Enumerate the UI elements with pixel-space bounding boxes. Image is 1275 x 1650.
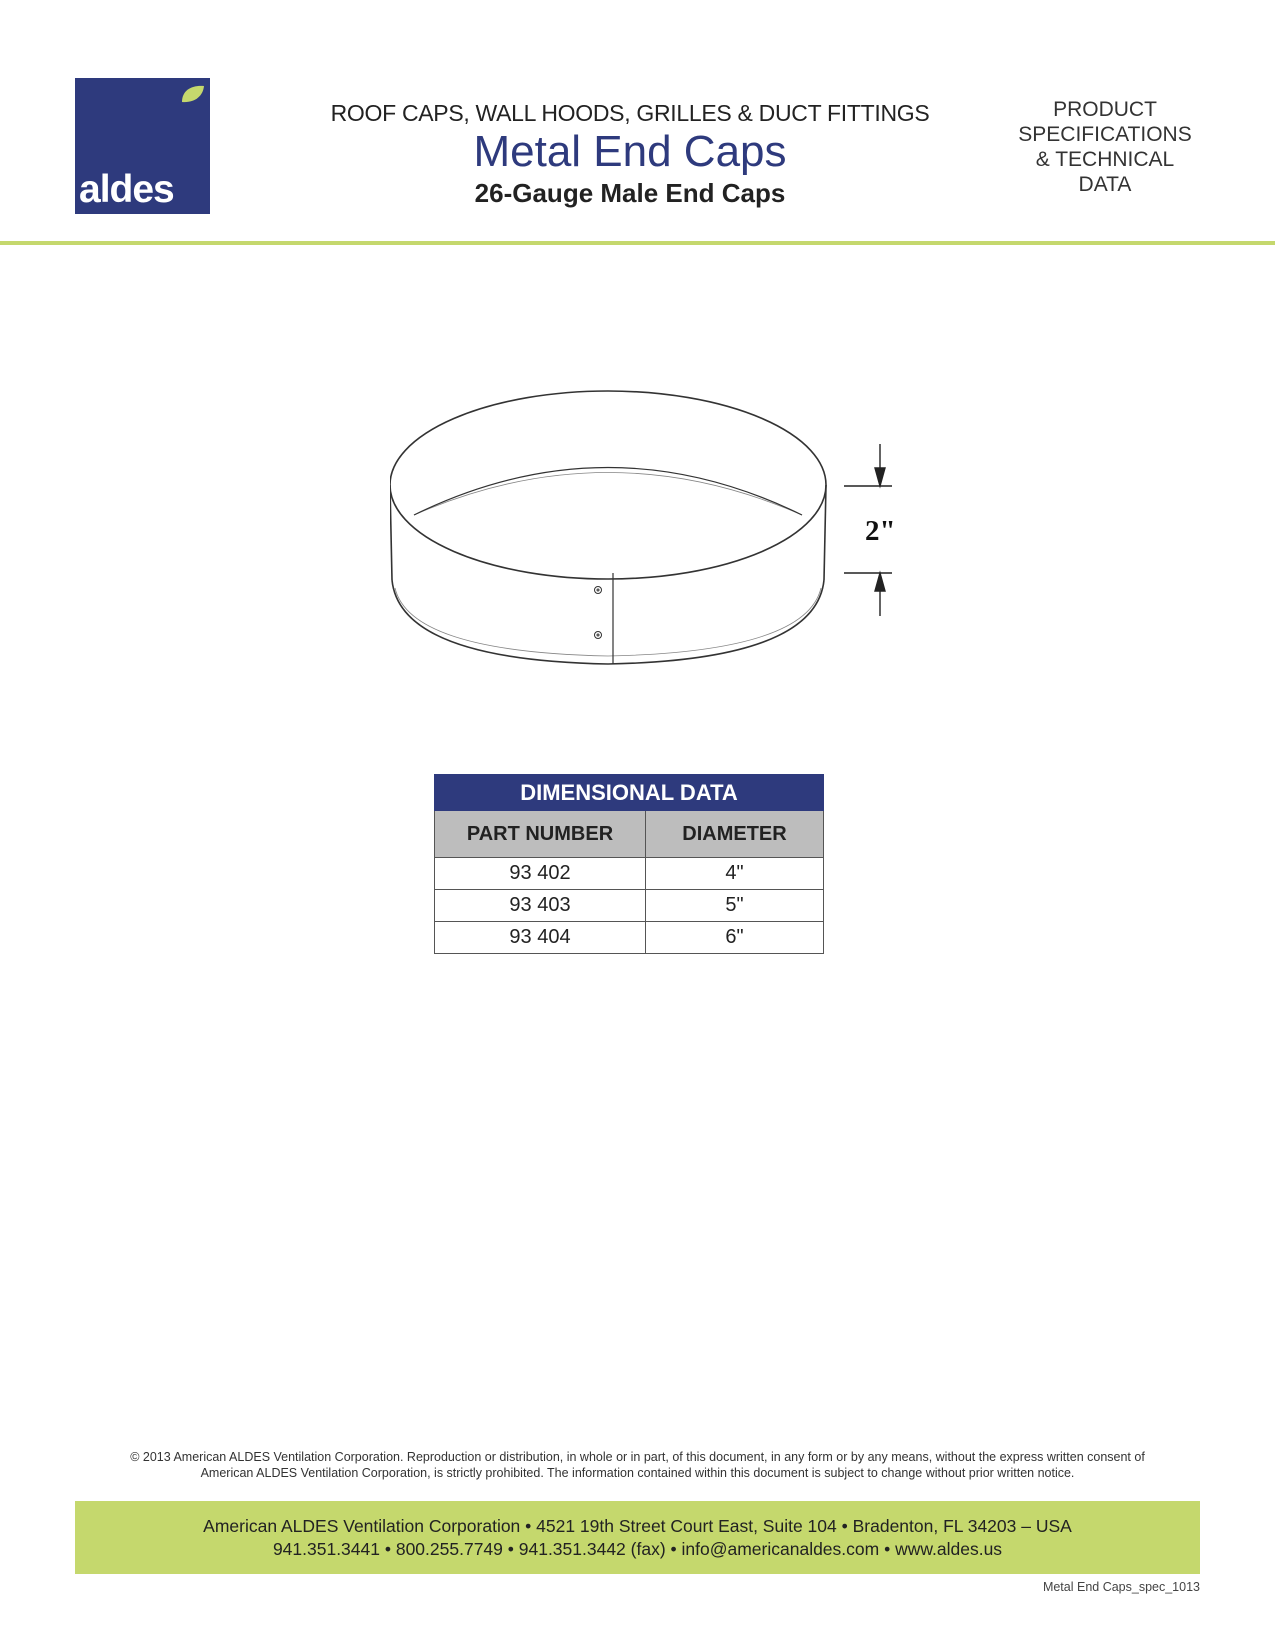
aldes-logo <box>75 78 210 214</box>
cap-rim-outer <box>390 391 826 579</box>
cap-bottom-edge <box>392 580 824 664</box>
table-row <box>435 922 824 954</box>
logo-text: aldes <box>79 168 174 211</box>
copyright-line: © 2013 American ALDES Ventilation Corporation. Reproduction or distribution, in whole or in part, of this document, in any form or by any means, without the express written consent of <box>130 1450 1145 1464</box>
column-header-diameter: DIAMETER <box>646 811 824 858</box>
copyright-line: American ALDES Ventilation Corporation, is strictly prohibited. The information contained within this document is subject to change without prior written notice. <box>200 1466 1075 1480</box>
rivet-icons <box>595 587 602 639</box>
header-titles <box>300 100 960 209</box>
part-number-cell: 93 404 <box>435 922 646 954</box>
document-type-line: SPECIFICATIONS <box>1018 123 1192 146</box>
contact-footer <box>75 1501 1200 1574</box>
document-type-line: DATA <box>1078 173 1132 196</box>
dimensional-data-table <box>434 774 824 954</box>
copyright-notice <box>85 1449 1190 1481</box>
height-label: 2" <box>865 515 896 547</box>
column-header-part-number: PART NUMBER <box>435 811 646 858</box>
part-number-cell: 93 402 <box>435 858 646 890</box>
document-type-line: & TECHNICAL <box>1035 148 1175 171</box>
category-heading: ROOF CAPS, WALL HOODS, GRILLES & DUCT FITTINGS <box>330 100 930 126</box>
cap-inner-edge <box>414 468 802 516</box>
end-cap-drawing <box>390 390 910 680</box>
document-type-line: PRODUCT <box>1053 98 1157 121</box>
page-subtitle: 26-Gauge Male End Caps <box>474 178 786 208</box>
table-row <box>435 890 824 922</box>
leaf-icon <box>180 84 206 104</box>
diameter-cell: 6" <box>646 922 824 954</box>
table-row <box>435 858 824 890</box>
diameter-cell: 5" <box>646 890 824 922</box>
table-title: DIMENSIONAL DATA <box>435 775 824 811</box>
page-title: Metal End Caps <box>473 127 787 176</box>
company-contacts: 941.351.3441 • 800.255.7749 • 941.351.3442 (fax) • info@americanaldes.com • www.aldes.us <box>272 1539 1003 1559</box>
part-number-cell: 93 403 <box>435 890 646 922</box>
diameter-cell: 4" <box>646 858 824 890</box>
company-address: American ALDES Ventilation Corporation • 4521 19th Street Court East, Suite 104 • Bradenton, FL 34203 – USA <box>203 1516 1072 1536</box>
document-reference: Metal End Caps_spec_1013 <box>1042 1580 1200 1594</box>
document-type-label <box>1005 97 1205 197</box>
header-divider <box>0 241 1275 245</box>
